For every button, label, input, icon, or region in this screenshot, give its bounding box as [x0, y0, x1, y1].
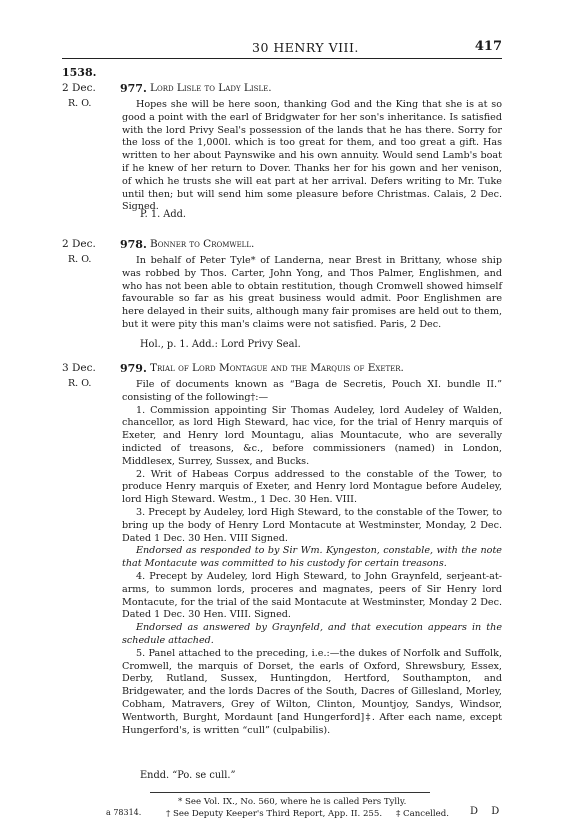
entry-date: 2 Dec.: [62, 82, 96, 94]
entry-number: 977.: [120, 82, 147, 95]
entry-paragraph: 4. Precept by Audeley, lord High Steward, to John Graynfeld, serjeant-at-arms, to summon lords, proceres and magnates, peers of Sir Henry lord Montacute, for the trial of the said Montacute at Westminster, Monday 2 Dec. Dated 1 Dec. 30 Hen. VIII. Signed.: [122, 570, 502, 621]
footnote: † See Deputy Keeper's Third Report, App. II. 255.: [166, 809, 383, 819]
footnote: ‡ Cancelled.: [396, 809, 449, 819]
entry-body: [122, 255, 502, 332]
entry-paragraph: In behalf of Peter Tyle* of Landerna, near Brest in Brittany, whose ship was robbed by Thos. Carter, John Yong, and Thos Palmer, Englishmen, and who has not been able to obtain restitution, though Cromwell showed himself favourable so far as his great business would admit. Poor Englishmen are here delayed in their suits, although many fair promises are held out to them, but it were pity this man's claims were not satisfied. Paris, 2 Dec.: [122, 255, 502, 330]
entry-paragraph: 5. Panel attached to the preceding, i.e.:—the dukes of Norfolk and Suffolk, Cromwell, the marquis of Dorset, the earls of Oxford, Shrewsbury, Essex, Derby, Rutland, Sussex, Huntingdon, Hertford, Southampton, and Bridgewater, and the lords Dacres of the South, Dacres of Gillesland, Morley, Cobham, Matravers, Grey of Wilton, Clinton, Mountjoy, Sandys, Windsor, Wentworth, Burght, Mordaunt [and Hungerford]‡. After each name, except Hungerford's, is written “cull” (culpabilis).: [122, 647, 502, 736]
year-margin: 1538.: [62, 66, 97, 79]
entry-body: [122, 379, 502, 737]
footnote: * See Vol. IX., No. 560, where he is called Pers Tylly.: [178, 797, 407, 807]
entry-title: Lord Lisle to Lady Lisle.: [150, 82, 272, 94]
running-title: 30 HENRY VIII.: [252, 40, 359, 55]
entry-body: [122, 99, 502, 214]
entry-number: 978.: [120, 238, 147, 251]
signature-mark: D D: [470, 806, 505, 817]
page-number: 417: [474, 39, 502, 54]
entry-title: Bonner to Cromwell.: [150, 238, 255, 250]
entry-source: R. O.: [68, 254, 92, 265]
running-header: [62, 38, 502, 59]
entry-paragraph: File of documents known as “Baga de Secretis, Pouch XI. bundle II.” consisting of the following†:—: [122, 379, 502, 403]
entry-date: 2 Dec.: [62, 238, 96, 250]
entry-date: 3 Dec.: [62, 362, 96, 374]
entry-paragraph: 3. Precept by Audeley, lord High Steward, to the constable of the Tower, to bring up the body of Henry Lord Montacute at Westminster, Monday, 2 Dec. Dated 1 Dec. 30 Hen. VIII Signed.: [122, 506, 502, 544]
footnote-separator: [150, 792, 430, 793]
entry-footer: Hol., p. 1. Add.: Lord Privy Seal.: [140, 339, 301, 350]
entry-paragraph: 2. Writ of Habeas Corpus addressed to the constable of the Tower, to produce Henry marquis of Exeter, and Henry lord Montague before Audeley, lord High Steward. Westm., 1 Dec. 30 Hen. VIII.: [122, 468, 502, 506]
printer-mark: a 78314.: [106, 808, 142, 817]
entry-footer: Endd. “Po. se cull.”: [140, 770, 236, 781]
entry-paragraph: Endorsed as responded to by Sir Wm. Kyngeston, constable, with the note that Montacute was committed to his custody for certain treasons.: [122, 545, 502, 570]
entry-paragraph: 1. Commission appointing Sir Thomas Audeley, lord Audeley of Walden, chancellor, as lord High Steward, hac vice, for the trial of Henry marquis of Exeter, and Henry lord Mountagu, alias Mountacute, who are severally indicted of treasons, &c., before commissioners (named) in London, Middlesex, Surrey, Sussex, and Bucks.: [122, 404, 502, 467]
entry-source: R. O.: [68, 378, 92, 389]
entry-title: Trial of Lord Montague and the Marquis of Exeter.: [150, 362, 404, 374]
entry-number: 979.: [120, 362, 147, 375]
entry-source: R. O.: [68, 98, 92, 109]
entry-footer: P. 1. Add.: [140, 209, 187, 220]
entry-paragraph: Hopes she will be here soon, thanking God and the King that she is at so good a point with the earl of Bridgwater for her son's inheritance. Is satisfied with the lord Privy Seal's possession of the lands that he has there. Sorry for the loss of the 1,000l. which is too great for them, and too great a gift. Has written to her about Paynswike and his own annuity. Would send Lamb's boat if he knew of her return to Dover. Thanks her for his gown and her venison, of which he trusts she will eat part at her arrival. Defers writing to Mr. Tuke until then; but will send him some pleasure before Christmas. Calais, 2 Dec. Signed.: [122, 99, 502, 213]
entry-paragraph: Endorsed as answered by Graynfeld, and that execution appears in the schedule attached.: [122, 622, 502, 646]
